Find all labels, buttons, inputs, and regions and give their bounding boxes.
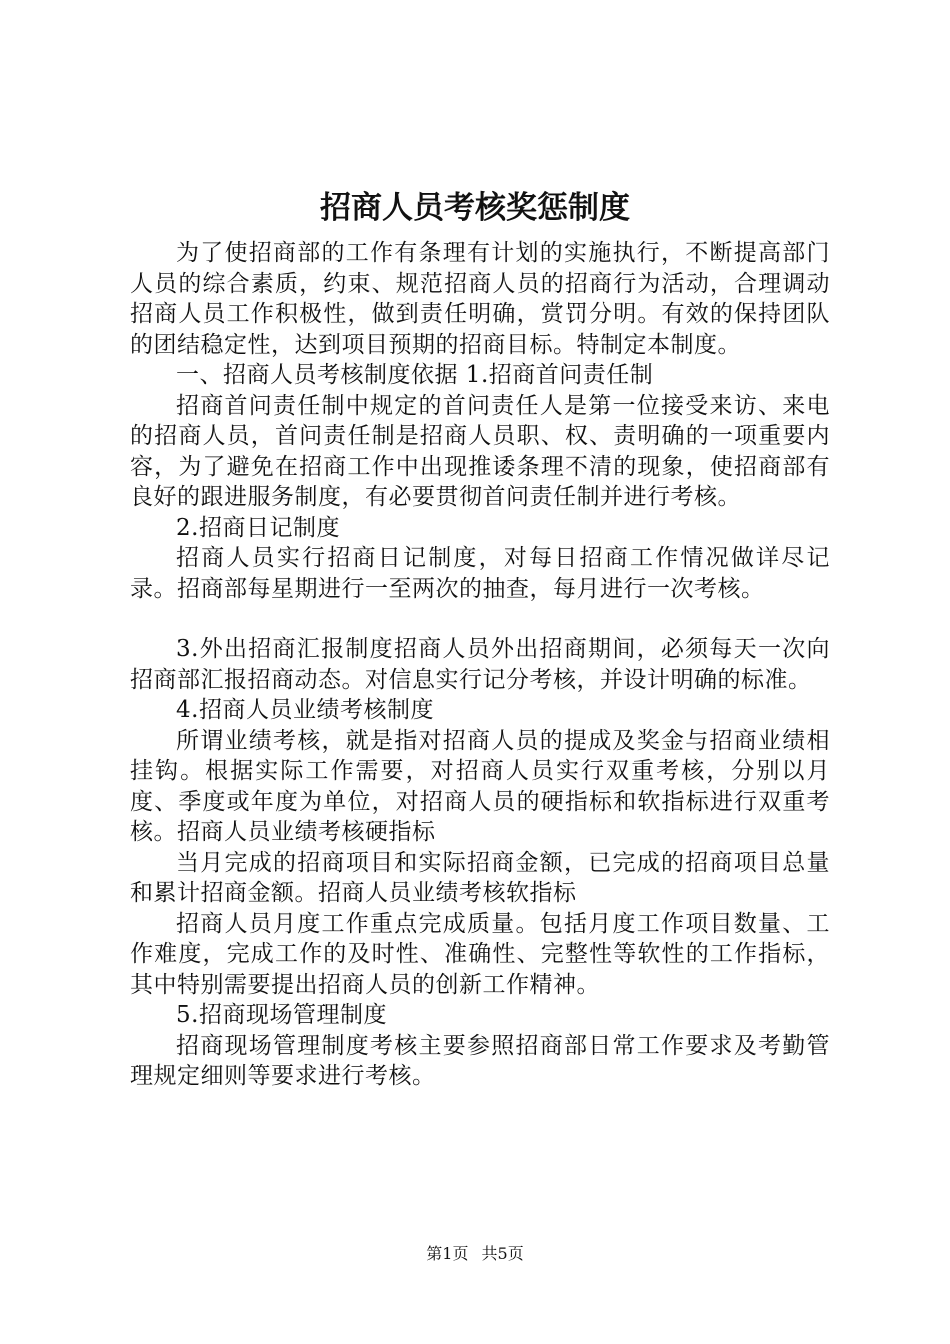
section-heading-5: 5.招商现场管理制度 — [176, 1002, 387, 1028]
paragraph-performance: 所谓业绩考核，就是指对招商人员的提成及奖金与招商业绩相挂钩。根据实际工作需要，对招商人员实行双重考核，分别以月度、季度或年度为单位，对招商人员的硬指标和软指标进行双重考核。招商人员业绩考核硬指标 — [130, 727, 830, 845]
paragraph-hard-indicators: 当月完成的招商项目和实际招商金额，已完成的招商项目总量和累计招商金额。招商人员业绩考核软指标 — [130, 849, 830, 906]
page-number: 第1页 — [426, 1244, 469, 1263]
section-heading-4: 4.招商人员业绩考核制度 — [176, 697, 434, 723]
paragraph-soft-indicators: 招商人员月度工作重点完成质量。包括月度工作项目数量、工作难度，完成工作的及时性、准确性、完整性等软性的工作指标，其中特别需要提出招商人员的创新工作精神。 — [130, 910, 830, 998]
section-heading-1: 一、招商人员考核制度依据 1.招商首问责任制 — [176, 362, 654, 388]
page-footer — [0, 1243, 950, 1265]
document-title: 招商人员考核奖惩制度 — [320, 190, 630, 226]
document-body — [130, 238, 830, 1092]
page-total: 共5页 — [481, 1244, 524, 1263]
paragraph-report: 3.外出招商汇报制度招商人员外出招商期间，必须每天一次向招商部汇报招商动态。对信息实行记分考核，并设计明确的标准。 — [130, 636, 830, 693]
paragraph-diary: 招商人员实行招商日记制度，对每日招商工作情况做详尽记录。招商部每星期进行一至两次的抽查，每月进行一次考核。 — [130, 545, 830, 602]
paragraph-site-management: 招商现场管理制度考核主要参照招商部日常工作要求及考勤管理规定细则等要求进行考核。 — [130, 1032, 830, 1089]
paragraph-first-responsibility: 招商首问责任制中规定的首问责任人是第一位接受来访、来电的招商人员，首问责任制是招商人员职、权、责明确的一项重要内容，为了避免在招商工作中出现推诿条理不清的现象，使招商部有良好的跟进服务制度，有必要贯彻首问责任制并进行考核。 — [130, 392, 830, 510]
section-heading-2: 2.招商日记制度 — [176, 514, 340, 541]
paragraph-intro: 为了使招商部的工作有条理有计划的实施执行，不断提高部门人员的综合素质，约束、规范招商人员的招商行为活动，合理调动招商人员工作积极性，做到责任明确，赏罚分明。有效的保持团队的团结稳定性，达到项目预期的招商目标。特制定本制度。 — [130, 240, 830, 358]
